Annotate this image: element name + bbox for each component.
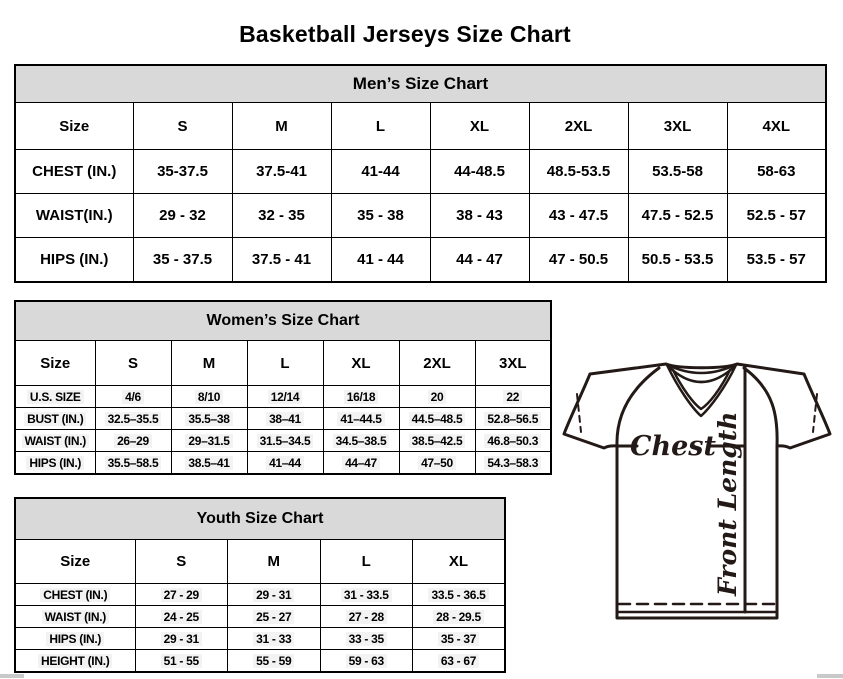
column-header-L: L: [247, 341, 323, 386]
column-header-L: L: [331, 103, 430, 150]
youth-size-chart-table: [14, 497, 506, 673]
size-value-cell: 35 - 37: [413, 628, 506, 650]
table-title: Women’s Size Chart: [15, 301, 551, 341]
size-value-cell: 52.5 - 57: [727, 194, 826, 238]
size-value-cell: 37.5 - 41: [232, 238, 331, 283]
size-value-cell: 44–47: [323, 452, 399, 475]
size-value-cell: 47–50: [399, 452, 475, 475]
column-header-XL: XL: [323, 341, 399, 386]
size-value-cell: 38.5–41: [171, 452, 247, 475]
size-value-cell: 29 - 32: [133, 194, 232, 238]
womens-size-chart-table: [14, 300, 552, 475]
size-value-cell: 38–41: [247, 408, 323, 430]
column-header-XL: XL: [413, 540, 506, 584]
size-value-cell: 41 - 44: [331, 238, 430, 283]
size-value-cell: 38 - 43: [430, 194, 529, 238]
size-value-cell: 55 - 59: [228, 650, 321, 673]
size-value-cell: 33 - 35: [320, 628, 413, 650]
size-corner-header: Size: [15, 540, 135, 584]
size-value-cell: 12/14: [247, 386, 323, 408]
size-corner-header: Size: [15, 103, 133, 150]
column-header-S: S: [133, 103, 232, 150]
size-value-cell: 25 - 27: [228, 606, 321, 628]
column-header-2XL: 2XL: [399, 341, 475, 386]
row-label: HIPS (IN.): [15, 238, 133, 283]
row-label: WAIST (IN.): [15, 606, 135, 628]
column-header-S: S: [95, 341, 171, 386]
column-header-M: M: [171, 341, 247, 386]
size-value-cell: 31 - 33: [228, 628, 321, 650]
size-value-cell: 31 - 33.5: [320, 584, 413, 606]
column-header-M: M: [228, 540, 321, 584]
mens-size-chart-table: [14, 64, 827, 283]
size-value-cell: 44 - 47: [430, 238, 529, 283]
size-value-cell: 4/6: [95, 386, 171, 408]
size-value-cell: 51 - 55: [135, 650, 228, 673]
table-title: Youth Size Chart: [15, 498, 505, 540]
size-value-cell: 29 - 31: [228, 584, 321, 606]
size-value-cell: 41-44: [331, 150, 430, 194]
column-header-M: M: [232, 103, 331, 150]
size-corner-header: Size: [15, 341, 95, 386]
column-header-L: L: [320, 540, 413, 584]
size-value-cell: 35 - 37.5: [133, 238, 232, 283]
size-value-cell: 35-37.5: [133, 150, 232, 194]
chest-label: Chest: [630, 431, 716, 462]
size-value-cell: 22: [475, 386, 551, 408]
size-value-cell: 41–44: [247, 452, 323, 475]
size-value-cell: 24 - 25: [135, 606, 228, 628]
size-value-cell: 29 - 31: [135, 628, 228, 650]
size-value-cell: 27 - 28: [320, 606, 413, 628]
size-header-row: [15, 341, 551, 386]
table-row: [15, 150, 826, 194]
size-header-row: [15, 103, 826, 150]
size-value-cell: 47 - 50.5: [529, 238, 628, 283]
row-label: WAIST(IN.): [15, 194, 133, 238]
column-header-S: S: [135, 540, 228, 584]
jersey-measurement-diagram: [558, 356, 836, 628]
size-value-cell: 52.8–56.5: [475, 408, 551, 430]
size-value-cell: 34.5–38.5: [323, 430, 399, 452]
size-value-cell: 26–29: [95, 430, 171, 452]
size-header-row: [15, 540, 505, 584]
column-header-3XL: 3XL: [628, 103, 727, 150]
size-value-cell: 29–31.5: [171, 430, 247, 452]
size-value-cell: 32.5–35.5: [95, 408, 171, 430]
row-label: CHEST (IN.): [15, 150, 133, 194]
size-value-cell: 63 - 67: [413, 650, 506, 673]
size-value-cell: 38.5–42.5: [399, 430, 475, 452]
table-title: Men’s Size Chart: [15, 65, 826, 103]
size-value-cell: 32 - 35: [232, 194, 331, 238]
size-value-cell: 43 - 47.5: [529, 194, 628, 238]
jersey-outline: [564, 364, 830, 618]
table-row: [15, 194, 826, 238]
size-value-cell: 27 - 29: [135, 584, 228, 606]
table-row: [15, 584, 505, 606]
size-value-cell: 48.5-53.5: [529, 150, 628, 194]
size-value-cell: 31.5–34.5: [247, 430, 323, 452]
column-header-3XL: 3XL: [475, 341, 551, 386]
size-value-cell: 35 - 38: [331, 194, 430, 238]
table-row: [15, 606, 505, 628]
size-value-cell: 35.5–58.5: [95, 452, 171, 475]
table-row: [15, 650, 505, 673]
size-value-cell: 59 - 63: [320, 650, 413, 673]
size-value-cell: 53.5 - 57: [727, 238, 826, 283]
row-label: HIPS (IN.): [15, 452, 95, 475]
size-value-cell: 16/18: [323, 386, 399, 408]
size-value-cell: 28 - 29.5: [413, 606, 506, 628]
size-value-cell: 20: [399, 386, 475, 408]
front-length-label: Front Length: [713, 411, 742, 596]
size-value-cell: 44-48.5: [430, 150, 529, 194]
size-value-cell: 41–44.5: [323, 408, 399, 430]
column-header-2XL: 2XL: [529, 103, 628, 150]
table-row: [15, 238, 826, 283]
size-value-cell: 47.5 - 52.5: [628, 194, 727, 238]
size-value-cell: 58-63: [727, 150, 826, 194]
column-header-4XL: 4XL: [727, 103, 826, 150]
size-value-cell: 50.5 - 53.5: [628, 238, 727, 283]
page-title: Basketball Jerseys Size Chart: [239, 21, 571, 48]
column-header-XL: XL: [430, 103, 529, 150]
size-value-cell: 35.5–38: [171, 408, 247, 430]
size-value-cell: 37.5-41: [232, 150, 331, 194]
size-value-cell: 8/10: [171, 386, 247, 408]
table-row: [15, 408, 551, 430]
horizontal-scrollbar-thumb-left[interactable]: [0, 674, 24, 678]
row-label: BUST (IN.): [15, 408, 95, 430]
row-label: CHEST (IN.): [15, 584, 135, 606]
row-label: HIPS (IN.): [15, 628, 135, 650]
size-value-cell: 54.3–58.3: [475, 452, 551, 475]
size-value-cell: 53.5-58: [628, 150, 727, 194]
row-label: WAIST (IN.): [15, 430, 95, 452]
horizontal-scrollbar-thumb-right[interactable]: [817, 674, 843, 678]
size-value-cell: 46.8–50.3: [475, 430, 551, 452]
size-value-cell: 33.5 - 36.5: [413, 584, 506, 606]
size-value-cell: 44.5–48.5: [399, 408, 475, 430]
table-row: [15, 452, 551, 475]
row-label: HEIGHT (IN.): [15, 650, 135, 673]
row-label: U.S. SIZE: [15, 386, 95, 408]
table-row: [15, 430, 551, 452]
table-row: [15, 628, 505, 650]
table-row: [15, 386, 551, 408]
